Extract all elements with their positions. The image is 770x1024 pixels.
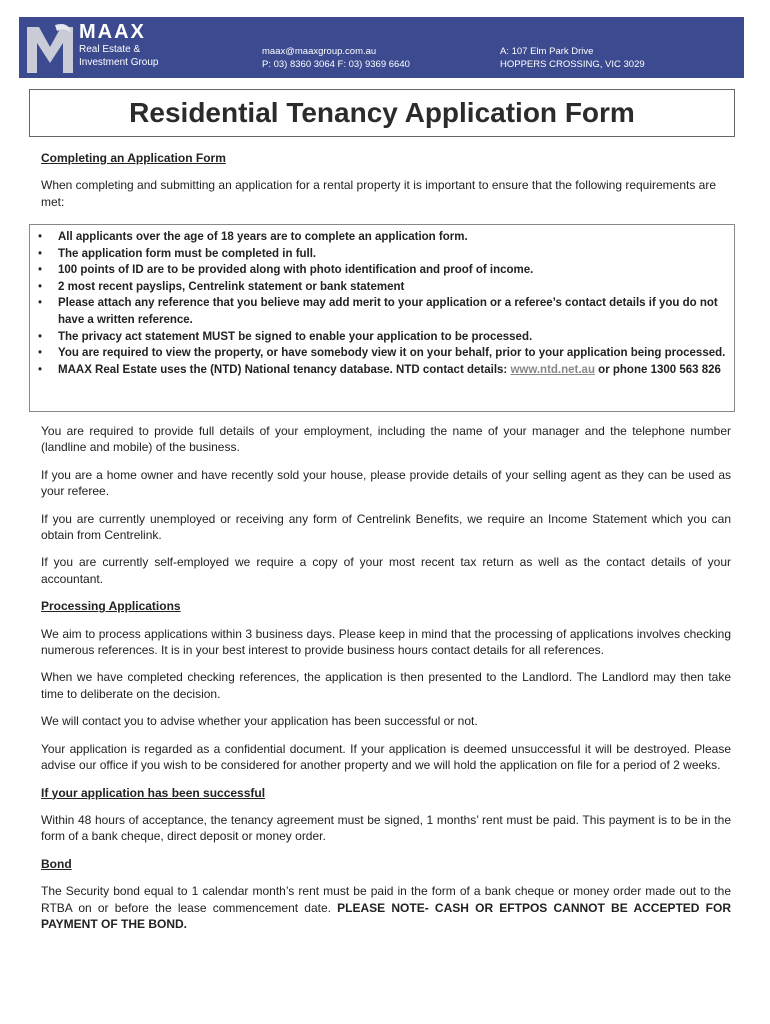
- title-box: [29, 89, 735, 137]
- header-banner: [19, 17, 744, 78]
- self-employed-paragraph: If you are currently self-employed we require a copy of your most recent tax return as well as the contact details of your accountant.: [41, 555, 731, 586]
- requirement-item: • The privacy act statement MUST be signed to enable your application to be processed.: [58, 329, 726, 346]
- bullet-icon: •: [38, 297, 43, 310]
- processing-paragraph-1: We aim to process applications within 3 business days. Please keep in mind that the processing of applications involves checking numerous references. It is in your best interest to provide business hours contact details for all references.: [41, 626, 731, 658]
- processing-paragraph-3: We will contact you to advise whether your application has been successful or not.: [41, 714, 478, 729]
- bond-note: PLEASE NOTE- CASH OR EFTPOS CANNOT BE ACCEPTED FOR PAYMENT OF THE BOND.: [41, 900, 731, 931]
- requirement-item: • You are required to view the property, or have somebody view it on your behalf, prior to your application being processed.: [58, 345, 726, 362]
- successful-heading: If your application has been successful: [41, 785, 266, 800]
- bullet-icon: •: [38, 347, 43, 360]
- address-line-1: A: 107 Elm Park Drive: [500, 46, 594, 57]
- bullet-icon: •: [38, 247, 43, 260]
- bullet-icon: •: [38, 280, 43, 293]
- bullet-icon: •: [38, 231, 43, 243]
- completing-section: [41, 150, 731, 221]
- successful-paragraph: Within 48 hours of acceptance, the tenancy agreement must be signed, 1 months’ rent must be paid. This payment is to be in the form of a bank cheque, direct deposit or money order.: [41, 812, 731, 844]
- brand-name: MAAX: [79, 21, 146, 43]
- completing-heading: Completing an Application Form: [41, 151, 226, 165]
- page-title: Residential Tenancy Application Form: [129, 97, 635, 128]
- contact-email-phone: [262, 45, 410, 71]
- contact-address: [500, 45, 645, 71]
- requirements-list: [30, 229, 726, 378]
- completing-intro: When completing and submitting an application for a rental property it is important to ensure that the following requirements are met:: [41, 178, 717, 209]
- requirement-item: • Please attach any reference that you believe may add merit to your application or a referee’s contact details if you do not have a written reference.: [38, 297, 718, 326]
- requirement-item: • All applicants over the age of 18 years are to complete an application form.: [58, 229, 726, 246]
- processing-paragraph-2: When we have completed checking references, the application is then presented to the Landlord. The Landlord may then take time to deliberate on the decision.: [41, 670, 731, 701]
- processing-heading: Processing Applications: [41, 599, 181, 614]
- brand-block: [79, 22, 158, 68]
- employment-paragraph: You are required to provide full details of your employment, including the name of your manager and the telephone number (landline and mobile) of the business.: [41, 424, 731, 455]
- requirement-item: • The application form must be completed in full.: [58, 246, 726, 263]
- bullet-icon: •: [38, 363, 43, 376]
- requirement-item: • 100 points of ID are to be provided along with photo identification and proof of income.: [58, 262, 726, 279]
- home-owner-paragraph: If you are a home owner and have recently sold your house, please provide details of your selling agent as they can be used as your referee.: [41, 467, 731, 499]
- bullet-icon: •: [38, 264, 43, 277]
- requirements-box: [29, 224, 735, 412]
- brand-subtitle-1: Real Estate &: [79, 44, 141, 55]
- body-text: [41, 423, 731, 943]
- brand-subtitle-2: Investment Group: [79, 57, 159, 68]
- processing-paragraph-4: Your application is regarded as a confidential document. If your application is deemed unsuccessful it will be destroyed. Please advise our office if you wish to be considered for another property and we will hold the application on file for a period of 2 weeks.: [41, 741, 731, 773]
- bullet-icon: •: [38, 330, 43, 343]
- contact-email[interactable]: maax@maaxgroup.com.au: [262, 46, 377, 57]
- address-line-2: HOPPERS CROSSING, VIC 3029: [500, 59, 645, 70]
- unemployed-paragraph: If you are currently unemployed or receiving any form of Centrelink Benefits, we require an Income Statement which you can obtain from Centrelink.: [41, 511, 731, 543]
- requirement-item-ntd: • MAAX Real Estate uses the (NTD) National tenancy database. NTD contact details: www.ntd.net.au or phone 1300 563 826: [58, 362, 726, 379]
- bond-paragraph: The Security bond equal to 1 calendar month’s rent must be paid in the form of a bank cheque or money order made out to the RTBA on or before the lease commencement date. PLEASE NOTE- CASH OR EFTPOS CANNOT BE ACCEPTED FOR PAYMENT OF THE BOND.: [41, 884, 731, 931]
- maax-logo-icon: [25, 21, 75, 75]
- requirement-item: • 2 most recent payslips, Centrelink statement or bank statement: [58, 279, 726, 296]
- contact-phone: P: 03) 8360 3064 F: 03) 9369 6640: [262, 59, 410, 70]
- ntd-link[interactable]: www.ntd.net.au: [510, 363, 595, 376]
- bond-heading: Bond: [41, 856, 72, 871]
